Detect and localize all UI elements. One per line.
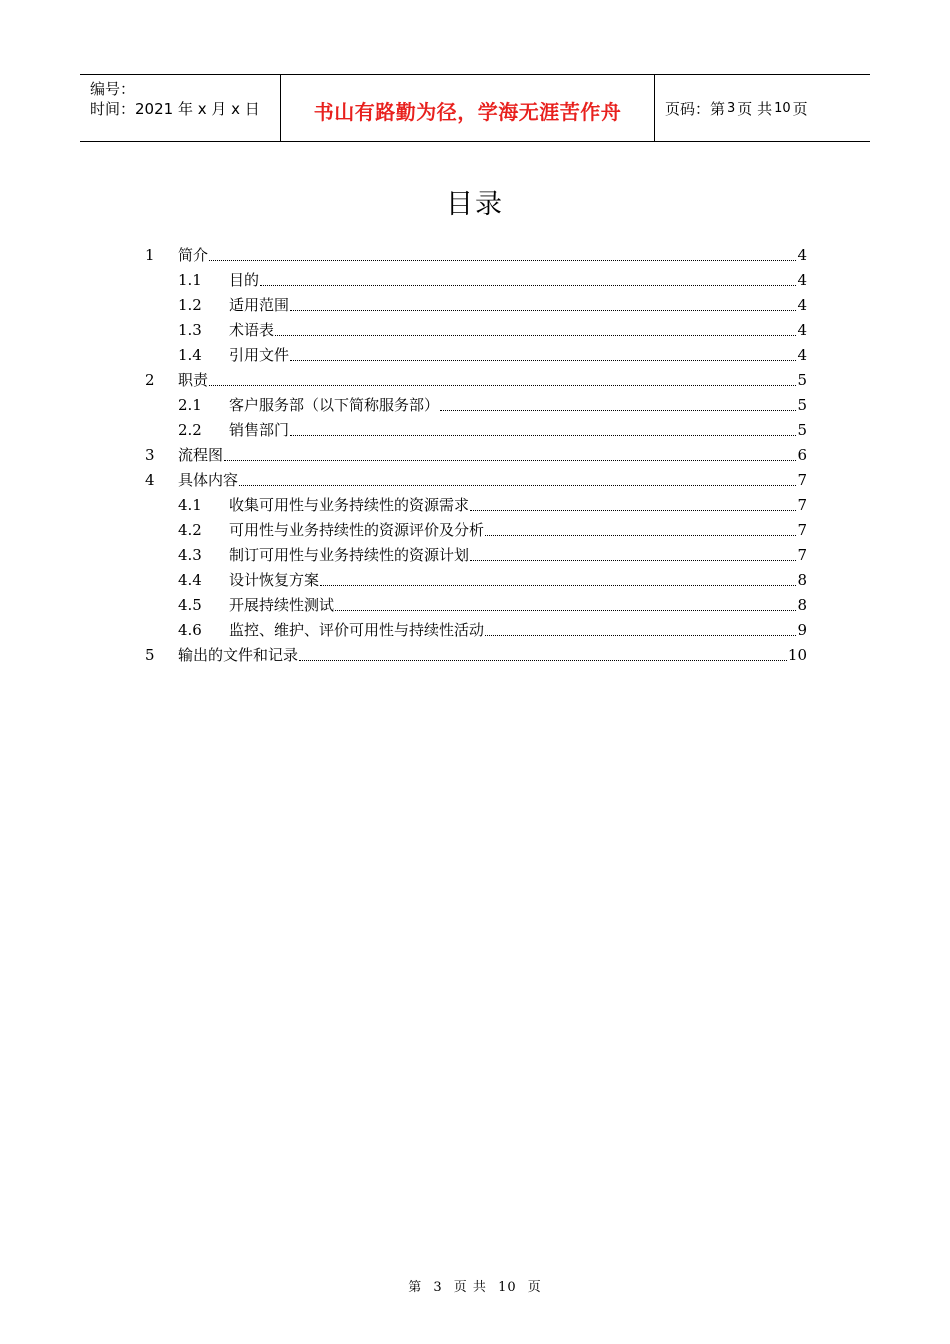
toc-entry-page: 4 — [797, 271, 807, 289]
header-page-mid: 页 共 — [737, 99, 773, 118]
toc-entry-title: 客户服务部（以下简称服务部） — [229, 396, 440, 414]
toc-dot-leader — [275, 334, 796, 336]
footer-mid: 页 共 — [453, 1280, 487, 1295]
toc-entry[interactable] — [145, 415, 807, 440]
toc-entry-title: 具体内容 — [178, 471, 239, 489]
toc-entry[interactable] — [145, 240, 807, 265]
toc-entry-number: 4.4 — [178, 571, 202, 589]
toc-entry-number: 4.6 — [178, 621, 202, 639]
toc-entry-page: 7 — [797, 496, 807, 514]
toc-entry[interactable] — [145, 590, 807, 615]
toc-entry-title: 目的 — [229, 271, 260, 289]
toc-title: 目录 — [446, 189, 504, 220]
toc-entry-number: 4.5 — [178, 596, 202, 614]
toc-entry-number: 4.3 — [178, 546, 202, 564]
header-motto: 书山有路勤为径，学海无涯苦作舟 — [313, 99, 622, 124]
header-page-suffix: 页 — [792, 99, 808, 118]
toc-entry-page: 6 — [797, 446, 807, 464]
toc-entry-page: 4 — [797, 321, 807, 339]
toc-dot-leader — [224, 459, 796, 461]
toc-dot-leader — [470, 559, 796, 561]
toc-entry-title: 职责 — [178, 371, 209, 389]
toc-entry[interactable] — [145, 440, 807, 465]
toc-entry-page: 9 — [797, 621, 807, 639]
toc-entry-page: 7 — [797, 546, 807, 564]
toc-entry[interactable] — [145, 265, 807, 290]
toc-entry[interactable] — [145, 290, 807, 315]
toc-dot-leader — [440, 409, 796, 411]
toc-entry-title: 引用文件 — [229, 346, 290, 364]
toc-entry-number: 2 — [145, 371, 155, 389]
toc-entry-page: 10 — [787, 646, 807, 664]
toc-entry-page: 4 — [797, 296, 807, 314]
toc-entry[interactable] — [145, 465, 807, 490]
toc-entry-number: 1.2 — [178, 296, 202, 314]
toc-entry[interactable] — [145, 340, 807, 365]
table-of-contents — [145, 240, 807, 665]
toc-dot-leader — [290, 359, 796, 361]
toc-entry-title: 可用性与业务持续性的资源评价及分析 — [229, 521, 485, 539]
toc-dot-leader — [290, 434, 796, 436]
document-time-label: 时间：2021 年 x 月 x 日 — [90, 100, 260, 118]
toc-dot-leader — [299, 659, 787, 661]
toc-entry-page: 5 — [797, 421, 807, 439]
header-meta-cell — [80, 75, 281, 141]
toc-entry-number: 3 — [145, 446, 155, 464]
toc-entry[interactable] — [145, 640, 807, 665]
toc-dot-leader — [335, 609, 796, 611]
document-header — [80, 74, 870, 142]
toc-entry[interactable] — [145, 315, 807, 340]
header-page-cell — [655, 75, 870, 141]
toc-entry-number: 1.3 — [178, 321, 202, 339]
toc-entry-number: 4.2 — [178, 521, 202, 539]
toc-dot-leader — [290, 309, 796, 311]
toc-dot-leader — [485, 534, 796, 536]
toc-entry-title: 流程图 — [178, 446, 224, 464]
toc-entry-page: 4 — [797, 346, 807, 364]
toc-entry-page: 8 — [797, 596, 807, 614]
toc-entry-page: 7 — [797, 521, 807, 539]
toc-dot-leader — [209, 259, 796, 261]
toc-entry-number: 5 — [145, 646, 155, 664]
toc-entry[interactable] — [145, 615, 807, 640]
toc-entry[interactable] — [145, 540, 807, 565]
toc-entry-page: 7 — [797, 471, 807, 489]
header-page-prefix: 页码：第 — [665, 99, 726, 118]
toc-entry-number: 2.2 — [178, 421, 202, 439]
toc-dot-leader — [485, 634, 796, 636]
footer-total-pages: 10 — [498, 1280, 517, 1295]
toc-entry[interactable] — [145, 490, 807, 515]
toc-entry-title: 销售部门 — [229, 421, 290, 439]
header-page-current: 3 — [727, 100, 736, 116]
toc-entry-number: 1.4 — [178, 346, 202, 364]
toc-dot-leader — [320, 584, 796, 586]
toc-entry-page: 8 — [797, 571, 807, 589]
toc-dot-leader — [260, 284, 796, 286]
toc-entry-number: 4.1 — [178, 496, 202, 514]
toc-entry-title: 输出的文件和记录 — [178, 646, 299, 664]
page-footer — [0, 1276, 950, 1295]
toc-entry-title: 开展持续性测试 — [229, 596, 335, 614]
toc-entry-title: 收集可用性与业务持续性的资源需求 — [229, 496, 470, 514]
toc-entry-number: 1.1 — [178, 271, 202, 289]
toc-dot-leader — [239, 484, 796, 486]
header-page-total: 10 — [774, 100, 791, 116]
toc-entry-page: 5 — [797, 396, 807, 414]
toc-entry-title: 监控、维护、评价可用性与持续性活动 — [229, 621, 485, 639]
toc-entry-page: 5 — [797, 371, 807, 389]
toc-dot-leader — [209, 384, 796, 386]
toc-entry-title: 术语表 — [229, 321, 275, 339]
toc-entry[interactable] — [145, 515, 807, 540]
toc-entry-title: 设计恢复方案 — [229, 571, 320, 589]
footer-current-page: 3 — [433, 1280, 443, 1295]
toc-entry-title: 简介 — [178, 246, 209, 264]
toc-entry-number: 2.1 — [178, 396, 202, 414]
toc-entry-title: 适用范围 — [229, 296, 290, 314]
toc-entry-page: 4 — [797, 246, 807, 264]
toc-entry[interactable] — [145, 390, 807, 415]
toc-entry-number: 4 — [145, 471, 155, 489]
toc-entry[interactable] — [145, 365, 807, 390]
footer-suffix: 页 — [527, 1280, 542, 1295]
toc-entry-number: 1 — [145, 246, 155, 264]
header-motto-cell — [281, 75, 655, 141]
toc-entry[interactable] — [145, 565, 807, 590]
toc-dot-leader — [470, 509, 796, 511]
footer-prefix: 第 — [408, 1280, 423, 1295]
toc-entry-title: 制订可用性与业务持续性的资源计划 — [229, 546, 470, 564]
document-number-label: 编号： — [90, 80, 136, 98]
